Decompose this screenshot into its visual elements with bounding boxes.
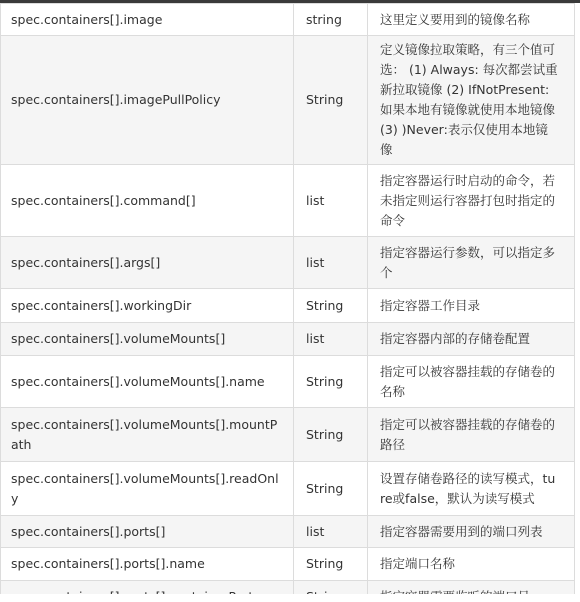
spec-table [0, 3, 575, 602]
table-row [1, 548, 575, 581]
param-type-cell: string [294, 4, 368, 36]
table-row [1, 165, 575, 237]
param-name-cell: spec.containers[].workingDir [1, 289, 294, 323]
param-desc-cell: 定义镜像拉取策略，有三个值可选： (1) Always: 每次都尝试重新拉取镜像 (2) IfNotPresent:如果本地有镜像就使用本地镜像 (3) )Never:表示仅使用本地镜像 [368, 36, 575, 165]
param-type-cell: String [294, 36, 368, 165]
param-name-cell: spec.containers[].image [1, 4, 294, 36]
table-row [1, 323, 575, 356]
param-type-cell: String [294, 548, 368, 581]
param-desc-cell: 设置存储卷路径的读写模式，ture或false，默认为读写模式 [368, 462, 575, 516]
param-desc-cell: 指定容器运行参数，可以指定多个 [368, 237, 575, 289]
param-desc-cell: 指定可以被容器挂载的存储卷的名称 [368, 356, 575, 408]
param-name-cell: spec.containers[].args[] [1, 237, 294, 289]
param-desc-cell: 这里定义要用到的镜像名称 [368, 4, 575, 36]
param-desc-cell: 指定可以被容器挂载的存储卷的路径 [368, 408, 575, 462]
param-type-cell: String [294, 408, 368, 462]
spec-table-body [1, 4, 575, 602]
param-type-cell: list [294, 323, 368, 356]
param-name-cell: spec.containers[].imagePullPolicy [1, 36, 294, 165]
param-name-cell: spec.containers[].ports[].name [1, 548, 294, 581]
table-row [1, 4, 575, 36]
param-name-cell: spec.containers[].ports[] [1, 516, 294, 548]
table-row [1, 462, 575, 516]
param-type-cell: String [294, 289, 368, 323]
param-name-cell: spec.containers[].volumeMounts[].name [1, 356, 294, 408]
table-row [1, 356, 575, 408]
param-desc-cell: 指定容器内部的存储卷配置 [368, 323, 575, 356]
param-type-cell: String [294, 462, 368, 516]
param-name-cell: spec.containers[].volumeMounts[] [1, 323, 294, 356]
table-row [1, 516, 575, 548]
page-bottom-margin [0, 594, 580, 602]
table-row [1, 408, 575, 462]
param-desc-cell: 指定端口名称 [368, 548, 575, 581]
param-type-cell: String [294, 356, 368, 408]
table-row [1, 237, 575, 289]
param-type-cell: list [294, 237, 368, 289]
param-name-cell: spec.containers[].volumeMounts[].mountPath [1, 408, 294, 462]
param-type-cell: list [294, 165, 368, 237]
param-name-cell: spec.containers[].command[] [1, 165, 294, 237]
param-type-cell: list [294, 516, 368, 548]
table-row [1, 289, 575, 323]
param-desc-cell: 指定容器需要用到的端口列表 [368, 516, 575, 548]
param-desc-cell: 指定容器运行时启动的命令，若未指定则运行容器打包时指定的命令 [368, 165, 575, 237]
param-name-cell: spec.containers[].volumeMounts[].readOnly [1, 462, 294, 516]
table-row [1, 36, 575, 165]
param-desc-cell: 指定容器工作目录 [368, 289, 575, 323]
